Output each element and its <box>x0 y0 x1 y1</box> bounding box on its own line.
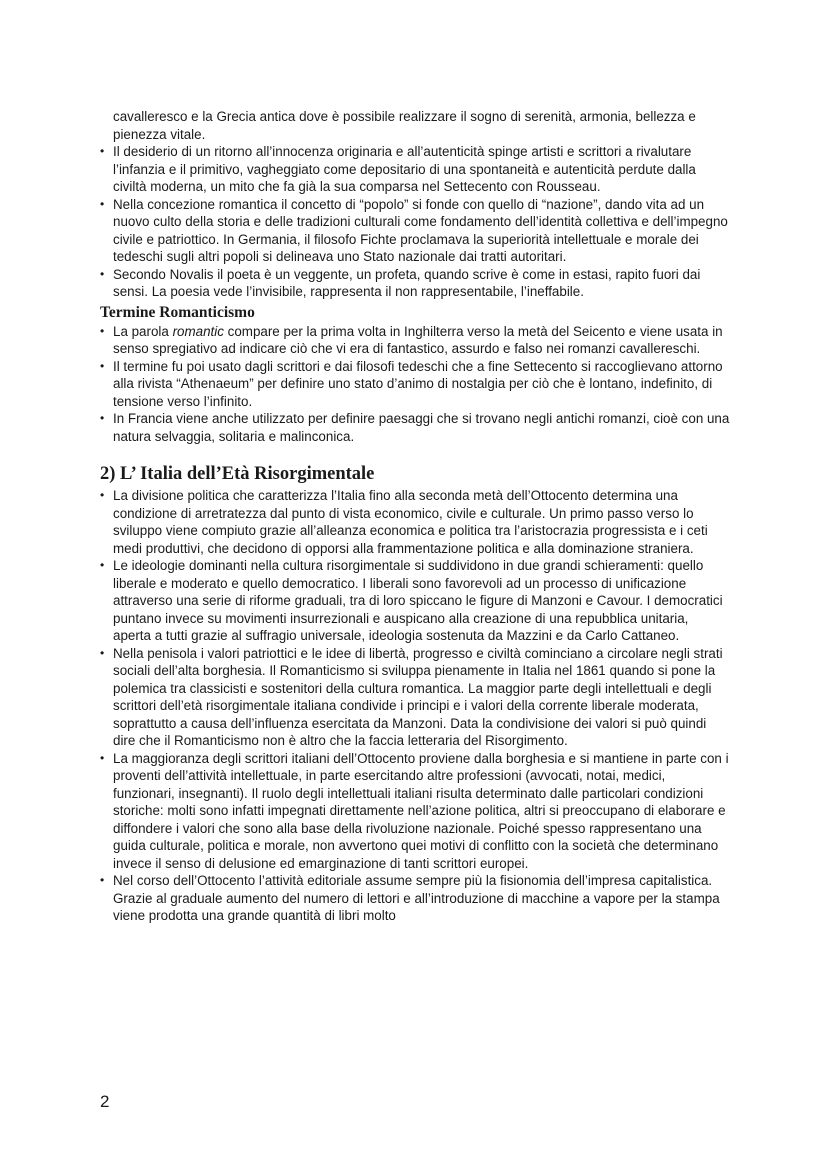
bullet-scrittori-borghesia: • La maggioranza degli scrittori italiani dell’Ottocento proviene dalla borghesia e si mantiene in parte con i proventi dell’attività intellettuale, in parte esercitando altre professioni (avvocati, notai, medici, funzionari, insegnanti). Il ruolo degli intellettuali italiani risulta determinato dalle particolari condizioni storiche: molti sono infatti impegnati direttamente nell’azione politica, altri si preoccupano di elaborare e diffondere i valori che sono alla base della rivoluzione nazionale. Poiché spesso rappresentano una guida culturale, politica e morale, non avvertono quei motivi di conflitto con la società che determinano invece il senso di delusione ed emarginazione di tanti scrittori europei. <box>100 750 730 873</box>
term-italic-word: romantic <box>172 323 224 339</box>
section2-heading: 2) L’ Italia dell’Età Risorgimentale <box>100 464 375 484</box>
bullet-francia: • In Francia viene anche utilizzato per definire paesaggi che si trovano negli antichi romanzi, cioè con una natura selvaggia, solitaria e malinconica. <box>100 410 730 445</box>
bullet-ideologie: • Le ideologie dominanti nella cultura risorgimentale si suddividono in due grandi schieramenti: quello liberale e moderato e quello democratico. I liberali sono favorevoli ad un processo di unificazione attraverso una serie di riforme graduali, tra di loro spiccano le figure di Manzoni e Cavour. I democratici puntano invece su movimenti insurrezionali e auspicano alla creazione di una repubblica unitaria, aperta a tutti grazie al suffragio universale, ideologia sostenuta da Mazzini e da Carlo Cattaneo. <box>100 557 730 645</box>
bullet-athenaeum: • Il termine fu poi usato dagli scrittori e dai filosofi tedeschi che a fine Settecento si raccoglievano attorno alla rivista “Athenaeum” per definire uno stato d’animo di nostalgia per ciò che è lontano, indefinito, di tensione verso l’infinito. <box>100 358 730 411</box>
bullet-infanzia: • Il desiderio di un ritorno all’innocenza originaria e all’autenticità spinge artisti e scrittori a rivalutare l’infanzia e il primitivo, vagheggiato come depositario di una spontaneità e autenticità perdute dalla civiltà moderna, un mito che fa già la sua comparsa nel Settecento con Rousseau. <box>100 143 730 196</box>
bullet-valori-patriottici: • Nella penisola i valori patriottici e le idee di libertà, progresso e civiltà cominciano a circolare negli strati sociali dell’alta borghesia. Il Romanticismo si sviluppa pienamente in Italia nel 1861 quando si pone la polemica tra classicisti e sostenitori della cultura romantica. La maggior parte degli intellettuali e degli scrittori dell’età risorgimentale italiana condivide i principi e i valori della corrente liberale moderata, soprattutto a causa dell’influenza esercitata da Manzoni. Data la condivisione dei valori si può quindi dire che il Romanticismo non è altro che la faccia letteraria del Risorgimento. <box>100 645 730 750</box>
bullet-popolo-nazione: • Nella concezione romantica il concetto di “popolo” si fonde con quello di “nazione”, dando vita ad un nuovo culto della storia e delle tradizioni culturali come fondamento dell’identità collettiva e dell’impegno civile e patriottico. In Germania, il filosofo Fichte proclamava la superiorità intellettuale e morale dei tedeschi sugli altri popoli si delineava uno Stato nazionale dai tratti autoritari. <box>100 196 730 266</box>
term-text-after: compare per la prima volta in Inghilterra verso la metà del Seicento e viene usata in senso spregiativo ad indicare ciò che vi era di fantastico, assurdo e falso nei romanzi cavallereschi. <box>113 323 723 356</box>
bullet-divisione-politica: • La divisione politica che caratterizza l’Italia fino alla seconda metà dell’Ottocento determina una condizione di arretratezza dal punto di vista economico, civile e culturale. Un primo passo verso lo sviluppo viene compiuto grazie all’alleanza economica e politica tra l’aristocrazia progressista e i ceti medi produttivi, che decidono di opporsi alla frammentazione politica e alla dominazione straniera. <box>100 487 730 557</box>
bullet-romantic-origin <box>100 323 730 358</box>
intro-continuation: cavalleresco e la Grecia antica dove è possibile realizzare il sogno di serenità, armonia, bellezza e pienezza vitale. <box>113 109 696 142</box>
term-heading: Termine Romanticismo <box>100 303 255 321</box>
term-text-before: La parola <box>113 323 173 339</box>
page-number: 2 <box>100 1092 110 1111</box>
page-content <box>100 108 730 925</box>
bullet-novalis: • Secondo Novalis il poeta è un veggente, un profeta, quando scrive è come in estasi, rapito fuori dai sensi. La poesia vede l’invisibile, rappresenta il non rappresentabile, l’ineffabile. <box>100 266 730 301</box>
bullet-attivita-editoriale: • Nel corso dell’Ottocento l’attività editoriale assume sempre più la fisionomia dell’impresa capitalistica. Grazie al graduale aumento del numero di lettori e all’introduzione di macchine a vapore per la stampa viene prodotta una grande quantità di libri molto <box>100 872 730 925</box>
